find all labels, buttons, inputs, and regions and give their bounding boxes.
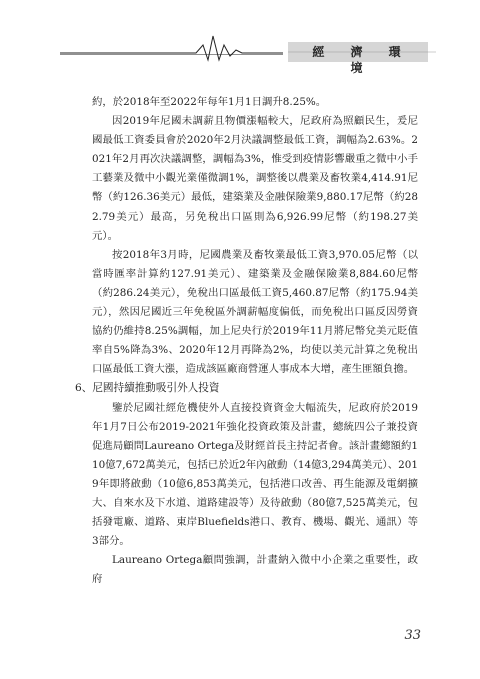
main-content bbox=[75, 93, 418, 589]
paragraph: 因2019年尼國未調薪且物價漲幅較大，尼政府為照顧民生，爰尼國最低工資委員會於2020年2月決議調整最低工資，調幅為2.63%。2021年2月再次決議調整，調幅為3%，惟受到疫情影響嚴重之微中小手工藝業及微中小觀光業僅微調1%，調整後以農業及畜牧業4,414.91尼幣（約126.36美元）最低，建築業及金融保險業9,880.17尼幣（約282.79美元）最高，另免稅出口區則為6,926.99尼幣（約198.27美元）。 bbox=[92, 115, 418, 242]
page-header bbox=[0, 0, 480, 75]
paragraph: 按2018年3月時，尼國農業及畜牧業最低工資3,970.05尼幣（以當時匯率計算約127.91美元）、建築業及金融保險業8,884.60尼幣（約286.24美元），免稅出口區最低工資5,460.87尼幣（約175.94美元），然因尼國近三年免稅區外調薪幅度偏低，而免稅出口區反因勞資協約仍維持8.25%調幅，加上尼央行於2019年11月將尼幣兌美元貶值率自5%降為3%、2020年12月再降為2%，均使以美元計算之免稅出口區最低工資大漲，造成該區廠商營運人事成本大增，產生匪額負擔。 bbox=[92, 248, 418, 376]
paragraph: Laureano Ortega顧問強調，計畫納入微中小企業之重要性，政府 bbox=[92, 554, 418, 586]
paragraph: 約，於2018年至2022年每年1月1日調升8.25%。 bbox=[92, 96, 327, 108]
paragraph: 鑒於尼國社經危機使外人直接投資資金大幅流失，尼政府於2019年1月7日公布2019-2021年強化投資政策及計畫，總統四公子兼投資促進局顧問Laureano Ortega及財經首長主持記者會。該計畫總額約110億7,672萬美元，包括已於近2年內啟動（14億3,294萬美元）、2019年即將啟動（10億6,853萬美元，包括港口改善、再生能源及電網擴大、自來水及下水道、道路建設等）及待啟動（80億7,525萬美元，包括發電廠、道路、東岸Bluefields港口、教育、機場、觀光、通訊）等3部分。 bbox=[92, 401, 418, 548]
page-number: 33 bbox=[404, 628, 421, 643]
section-title: 經 濟 環 境 bbox=[312, 45, 412, 75]
section-heading: 6、尼國持續推動吸引外人投資 bbox=[75, 382, 220, 395]
